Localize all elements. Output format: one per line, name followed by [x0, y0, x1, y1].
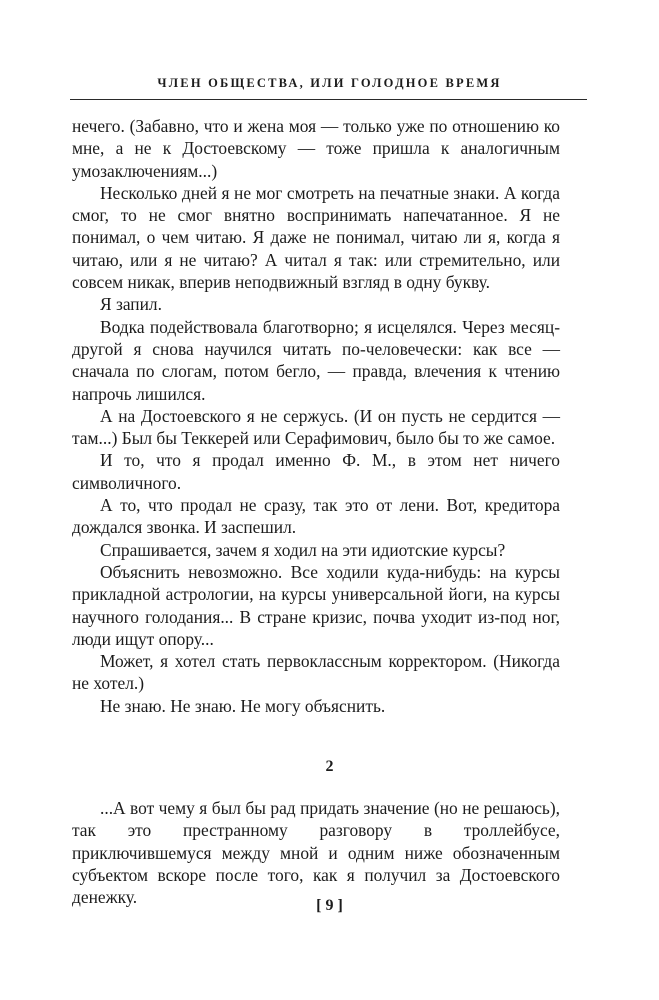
body-text	[72, 115, 560, 717]
page-number: [ 9 ]	[316, 897, 343, 914]
paragraph: Водка подействовала благотворно; я исцелялся. Через месяц-другой я снова научился читать по-человечески: как все — сначала по слогам, потом бегло, — правда, влечения к чтению напрочь лишился.	[72, 316, 560, 404]
paragraph: Я запил.	[100, 294, 162, 315]
running-head: ЧЛЕН ОБЩЕСТВА, ИЛИ ГОЛОДНОЕ ВРЕМЯ	[157, 76, 502, 90]
paragraph: А то, что продал не сразу, так это от лени. Вот, кредитора дождался звонка. И заспешил.	[72, 495, 560, 538]
paragraph: Объяснить невозможно. Все ходили куда-нибудь: на курсы прикладной астрологии, на курсы универсальной йоги, на курсы научного голодания... В стране кризис, почва уходит из-под ног, люди ищут опору...	[72, 561, 560, 649]
paragraph: А на Достоевского я не сержусь. (И он пусть не сердится — там...) Был бы Теккерей или Серафимович, было бы то же самое.	[72, 405, 560, 449]
paragraph: ...А вот чему я был бы рад придать значение (но не решаюсь), так это престранному разговору в троллейбусе, приключившемуся между мной и одним ниже обозначенным субъектом вскоре после того, как я получил за Достоевского денежку.	[72, 798, 560, 908]
paragraph: Спрашивается, зачем я ходил на эти идиотские курсы?	[100, 539, 506, 560]
paragraph: Несколько дней я не мог смотреть на печатные знаки. А когда смог, то не смог внятно воспринимать напечатанное. Я не понимал, о чем читаю. Я даже не понимал, читаю ли я, когда я читаю, или я не читаю? А читал я так: или стремительно, или совсем никак, вперив неподвижный взгляд в одну букву.	[72, 182, 560, 293]
header-rule	[70, 99, 587, 100]
paragraph: И то, что я продал именно Ф. М., в этом нет ничего символичного.	[72, 450, 560, 493]
section-number: 2	[325, 758, 334, 775]
paragraph: нечего. (Забавно, что и жена моя — только уже по отношению ко мне, а не к Достоевскому — тоже пришла к аналогичным умозаключениям...)	[72, 116, 560, 181]
section-text	[72, 797, 560, 908]
paragraph: Может, я хотел стать первоклассным корректором. (Никогда не хотел.)	[72, 651, 560, 694]
paragraph: Не знаю. Не знаю. Не могу объяснить.	[100, 695, 386, 716]
